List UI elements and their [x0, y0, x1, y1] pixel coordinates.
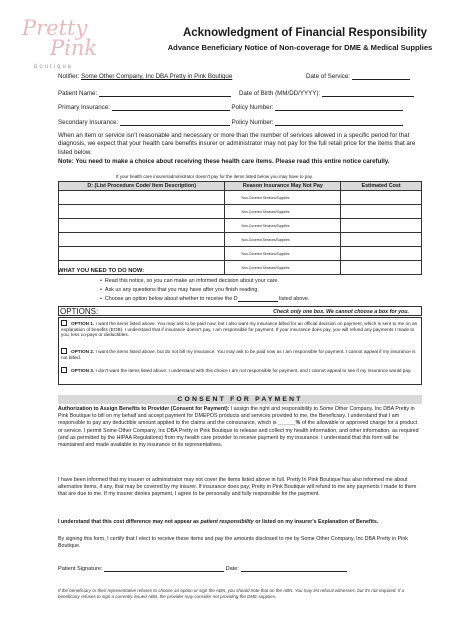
services-table — [58, 181, 422, 275]
cost-cell[interactable] — [341, 191, 422, 205]
pretty-in-pink-logo — [22, 12, 98, 74]
dob-label: Date of Birth (MM/DD/YYYY): — [239, 90, 321, 97]
primary-insurance-label: Primary Insurance: — [58, 104, 110, 111]
reason-cell: Non-Covered Services/Supplies — [225, 205, 341, 219]
consent-p3-emphasis: patient responsibility — [200, 519, 254, 525]
consent-authorization-title: Authorization to Assign Benefits to Provider (Consent for Payment): — [58, 406, 230, 412]
option-2-text: I want the items listed above, but do not bill my insurance. You may ask to be paid now as I am responsible for payment. I cannot appeal if my insurance is not billed. — [61, 349, 416, 360]
consent-paragraph-4: By signing this form, I certify that I elect to receive these items and pay the amounts disclosed to me by Some Other Company, Inc DBA Pretty in Pink Boutique. — [58, 536, 408, 550]
reason-cell: Non-Covered Services/Supplies — [225, 219, 341, 233]
notifier-value: Some Other Company, Inc DBA Pretty in Pink Boutique — [81, 73, 233, 80]
policy-number-field-2[interactable] — [275, 119, 403, 126]
item-blank-field[interactable] — [238, 296, 278, 302]
item-cell[interactable] — [59, 233, 225, 247]
reason-cell: Non-Covered Services/Supplies — [225, 191, 341, 205]
dob-field[interactable] — [322, 90, 414, 97]
options-box — [58, 317, 422, 385]
policy-number-field-1[interactable] — [275, 104, 403, 111]
notifier-line — [58, 73, 232, 80]
reason-cell: Non-Covered Services/Supplies — [225, 233, 341, 247]
form-title: Acknowledgment of Financial Responsibility — [182, 27, 428, 39]
option-2 — [61, 348, 419, 360]
signature-date-field[interactable] — [241, 566, 347, 572]
option-1-checkbox[interactable] — [61, 320, 67, 326]
consent-text-b: of the allowable or approved charge for a product or service. I permit Some Other Company, Inc DBA Pretty in Pink Boutique to release and collect my health information, and other information, as required (and as permitted by the HIPAA Regulations) from my health care provider to receive payment by my insurance. I understand that this form will be maintained and made available to my insurance or its representatives. — [58, 420, 419, 449]
col-header-cost: Estimated Cost — [341, 182, 422, 191]
item-cell[interactable] — [59, 191, 225, 205]
option-3 — [61, 367, 419, 374]
signature-line — [58, 566, 347, 572]
option-1-label: OPTION 1. — [71, 321, 95, 326]
signature-date-label: Date: — [225, 566, 239, 572]
cost-cell[interactable] — [341, 219, 422, 233]
cost-cell[interactable] — [341, 247, 422, 261]
bullet-dot-icon: • — [100, 296, 105, 302]
col-header-item: D: (List Procedure Code/ Item Description) — [59, 182, 225, 191]
logo-word-pretty: Pretty — [22, 16, 88, 40]
intro-paragraph: When an item or service isn't reasonable and necessary or more than the number of services allowed in a specific period for that diagnosis, we expect that your health care benefits insurer or administrator may not pay for the full retail price for the items that are listed below. — [58, 132, 416, 156]
consent-p3-text-b: or listed on my insurer's Explanation of Benefits. — [253, 519, 379, 525]
options-header — [58, 306, 422, 316]
dob-line — [239, 90, 414, 97]
option-3-text: I don't want the items listed above. I understand with this choice I am not responsible for payment, and I cannot appeal to see if my insurance would pay. — [94, 368, 412, 373]
bullet-text: Ask us any questions that you may have after you finish reading. — [104, 287, 259, 293]
table-caption: If your health care insurer/administrator doesn't pay for the items listed below you may have to pay. — [116, 174, 313, 179]
cost-cell[interactable] — [341, 205, 422, 219]
secondary-insurance-label: Secondary Insurance: — [58, 119, 119, 126]
bullet-item-1 — [100, 278, 279, 284]
primary-insurance-line — [58, 104, 403, 111]
consent-heading: CONSENT FOR PAYMENT — [58, 395, 422, 404]
coinsurance-percent-field[interactable]: ______% — [277, 420, 301, 427]
table-row — [59, 191, 422, 205]
option-2-label: OPTION 2. — [71, 349, 95, 354]
secondary-insurance-field[interactable] — [120, 119, 230, 126]
table-row — [59, 247, 422, 261]
option-3-checkbox[interactable] — [61, 367, 67, 373]
consent-text-a: I assign the right and responsibility to Some Other Company, Inc DBA Pretty in Pink Boutique to bill on my behalf and accept payment for DMEPOS products and services provided to me, the Beneficiary. I understand that I am responsible to pay any deductible amount applied to the claims and the coinsurance, which is — [58, 406, 415, 427]
cost-cell[interactable] — [341, 233, 422, 247]
secondary-insurance-line — [58, 119, 403, 126]
signature-label: Patient Signature: — [58, 566, 103, 572]
option-1-text: I want the items listed above. You may ask to be paid now, but I also want my insurance billed for an official decision on payment, which is sent to me on an explanation of benefits (EOB). I understand that if insurance doesn't pay, I am responsible for payment. If your insurance does pay, you will refund any payments I made to you, less co-pays or deductibles. — [61, 321, 418, 338]
options-heading: OPTIONS: — [60, 307, 99, 316]
logo-word-boutique: boutique — [34, 64, 74, 70]
table-row — [59, 205, 422, 219]
consent-paragraph-1 — [58, 406, 422, 449]
bullet-text-tail: listed above. — [277, 296, 310, 302]
item-cell[interactable] — [59, 247, 225, 261]
item-cell[interactable] — [59, 205, 225, 219]
bullet-item-3 — [100, 296, 309, 302]
consent-p3-text-a: I understand that this cost difference may not appear as — [58, 519, 201, 525]
form-subtitle: Advance Beneficiary Notice of Non-coverage for DME & Medical Supplies — [167, 43, 433, 52]
what-to-do-heading: WHAT YOU NEED TO DO NOW: — [58, 268, 145, 274]
bullet-dot-icon: • — [100, 278, 105, 284]
cost-cell[interactable] — [341, 261, 422, 275]
reason-cell: Non-Covered Services/Supplies — [225, 261, 341, 275]
bullet-item-2 — [100, 287, 259, 293]
col-header-reason: Reason Insurance May Not Pay — [225, 182, 341, 191]
table-header-row — [59, 182, 422, 191]
item-cell[interactable] — [59, 219, 225, 233]
consent-paragraph-2: I have been informed that my insurer or administrator may not cover the items listed above in full. Pretty In Pink Boutique has also informed me about alternative items, if any, that may be covered by my insurer. If insurance does pay, Pretty in Pink Boutique will refund to me any payments I made to them that are due to me. If my insurer denies payment, I agree to be personally and fully responsible for the payment. — [58, 477, 417, 498]
reason-cell: Non-Covered Services/Supplies — [225, 247, 341, 261]
patient-name-line — [58, 90, 231, 97]
intro-note: Note: You need to make a choice about receiving these health care items. Please read this entire notice carefully. — [58, 158, 390, 165]
policy-number-label-1: Policy Number: — [231, 104, 274, 111]
bullet-dot-icon: • — [100, 287, 105, 293]
logo-word-pink: Pink — [50, 36, 98, 60]
option-3-label: OPTION 3. — [71, 368, 95, 373]
primary-insurance-field[interactable] — [112, 104, 230, 111]
bullet-text: Choose an option below about whether to receive the D — [104, 296, 238, 302]
footer-note: If the beneficiary or their representative refuses to choose an option or sign the ABN, you should note that on the ABN. You may list refusal witnesses, but it's not required. If a beneficiary refuses to sign a currently issued ABN, the provider may consider not providing the DME supplies. — [58, 588, 405, 599]
options-instruction: Check only one box. We cannot choose a box for you. — [273, 309, 409, 315]
date-of-service-line — [306, 73, 410, 80]
signature-field[interactable] — [104, 566, 224, 572]
policy-number-label-2: Policy Number: — [231, 119, 274, 126]
date-of-service-label: Date of Service: — [306, 73, 351, 80]
patient-name-label: Patient Name: — [58, 90, 98, 97]
option-2-checkbox[interactable] — [61, 348, 67, 354]
table-row — [59, 233, 422, 247]
patient-name-field[interactable] — [99, 90, 231, 97]
consent-paragraph-3 — [58, 519, 422, 526]
table-row — [59, 219, 422, 233]
date-of-service-field[interactable] — [352, 73, 410, 80]
notifier-label: Notifier: — [58, 73, 80, 80]
bullet-text: Read this notice, so you can make an informed decision about your care. — [104, 278, 279, 284]
option-1 — [61, 320, 419, 338]
